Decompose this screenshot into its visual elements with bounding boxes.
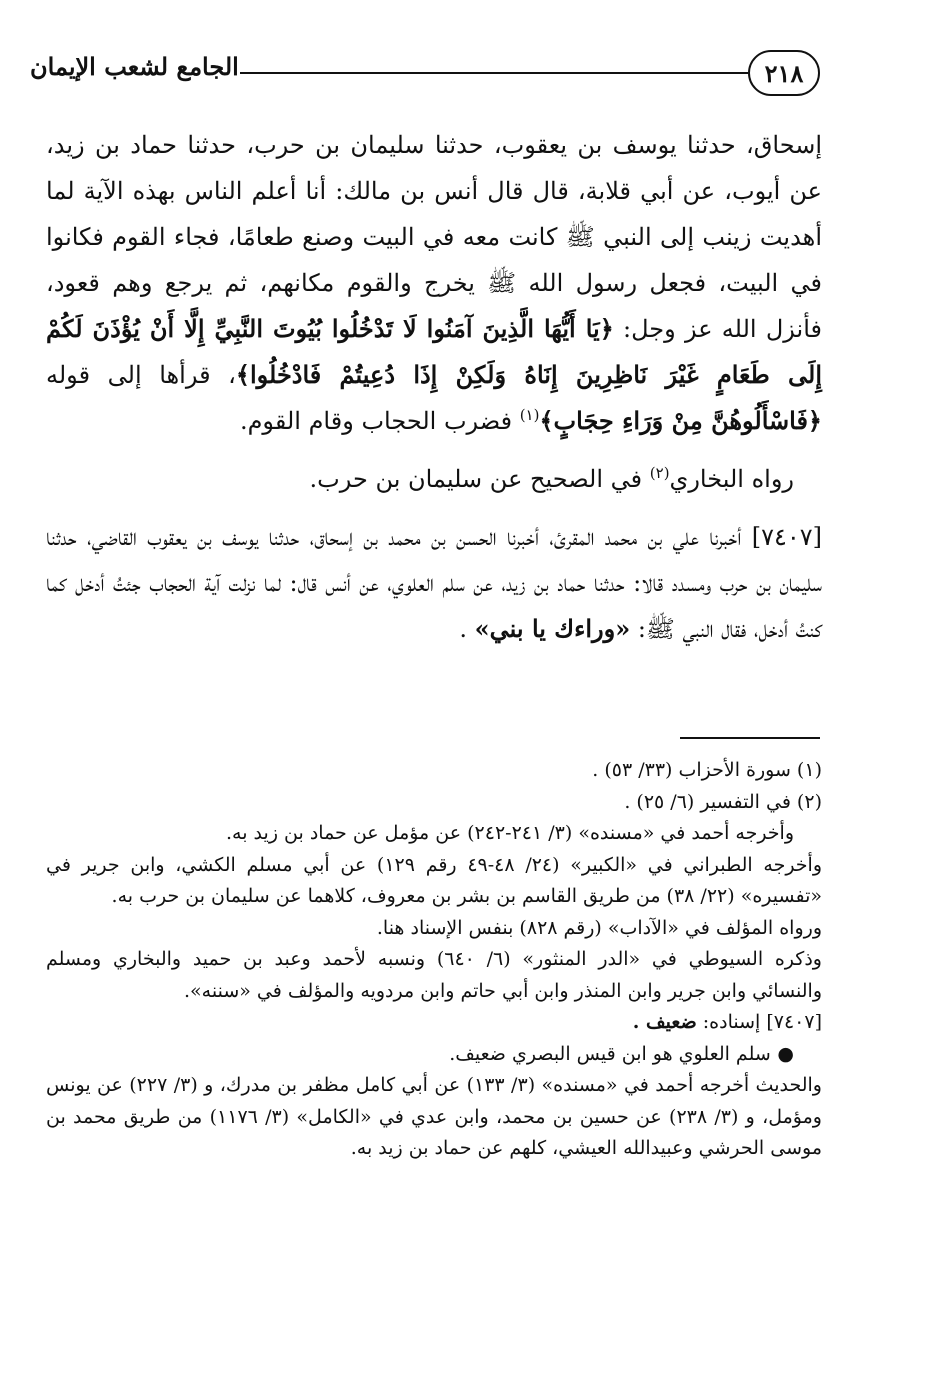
narration-text: إسحاق، حدثنا يوسف بن يعقوب، حدثنا سليمان بن حرب، حدثنا حماد بن زيد، عن أيوب، عن أبي قلابة، قال قال أنس بن مالك: أنا أعلم الناس بهذه الآية لما أهديت زينب إلى النبي ﷺ كانت معه في البيت وصنع طعامًا، فجاء القوم فكانوا في البيت، فجعل رسول الله ﷺ يخرج والقوم مكانهم، ثم يرجع وهم قعود، فأنزل الله عز وجل: <box>46 131 823 343</box>
narration-text-end: فضرب الحجاب وقام القوم. <box>239 407 520 435</box>
footnote-separator <box>680 737 820 739</box>
quran-verse-1: ﴿يَا أَيُّهَا الَّذِينَ آمَنُوا لَا تَدْخُلُوا بُيُوتَ النَّبِيِّ إِلَّا أَنْ يُؤْذَنَ لَكُمْ إِلَى طَعَامٍ غَيْرَ نَاظِرِينَ إِنَاهُ وَلَكِنْ إِذَا دُعِيتُمْ فَادْخُلُوا﴾ <box>46 314 822 389</box>
prophet-quote: «وراءك يا بني» <box>474 614 631 643</box>
running-title: الجامع لشعب الإيمان <box>30 52 239 81</box>
footnote-3 <box>46 1007 822 1039</box>
footnote-ref-2: (٢) <box>649 464 670 482</box>
footnote-2: (٢) في التفسير (٦/ ٢٥) . <box>624 790 822 813</box>
footnote-3-label: [٧٤٠٧] إسناده: <box>696 1011 822 1033</box>
footnote-1: (١) سورة الأحزاب (٣٣/ ٥٣) . <box>592 759 822 781</box>
footnote-3-grade: ضعيف . <box>632 1011 697 1033</box>
footnote-ref-1: (١) <box>519 406 540 424</box>
footnote-3-line-1 <box>46 1039 822 1071</box>
header-rule <box>240 72 748 74</box>
footnote-3-line-1-text: سلم العلوي هو ابن قيس البصري ضعيف. <box>449 1042 771 1065</box>
hadith-text: أخبرنا علي بن محمد المقرئ، أخبرنا الحسن بن محمد بن إسحاق، حدثنا يوسف بن يعقوب القاضي، حدثنا سليمان بن حرب ومسدد قالا: حدثنا حماد بن زيد، عن سلم العلوي، عن أنس قال: لما نزلت آية الحجاب جئتُ أدخل كما كنتُ أدخل، فقال النبي ﷺ: <box>46 523 822 643</box>
paragraph-hadith-narration <box>46 122 822 444</box>
takhrij-text-end: في الصحيح عن سليمان بن حرب. <box>309 465 650 493</box>
quran-verse-2: ﴿فَاسْأَلُوهُنَّ مِنْ وَرَاءِ حِجَابٍ﴾ <box>539 406 822 435</box>
footnote-2-line-2: وأخرجه الطبراني في «الكبير» (٢٤/ ٤٨-٤٩ رقم ١٢٩) عن أبي مسلم الكشي، وابن جرير في «تفسيره» (٢٢/ ٣٨) من طريق القاسم بن بشر بن معروف، كلاهما عن سليمان بن حرب به. <box>46 853 823 907</box>
page-header <box>0 0 943 110</box>
narration-text-middle: ، قرأها إلى قوله <box>46 361 236 389</box>
paragraph-hadith-7407 <box>46 514 822 652</box>
footnote-2-line-4: وذكره السيوطي في «الدر المنثور» (٦/ ٦٤٠) ونسبه لأحمد وعبد بن حميد والبخاري ومسلم والنسائي وابن جرير وابن المنذر وابن أبي حاتم وابن مردويه والمؤلف في «سننه». <box>46 948 822 1002</box>
footnote-2-line-3: ورواه المؤلف في «الآداب» (رقم ٨٢٨) بنفس الإسناد هنا. <box>376 916 822 939</box>
bullet-icon: ● <box>770 1042 794 1065</box>
main-text <box>46 122 822 652</box>
footnotes <box>46 755 822 1165</box>
paragraph-takhrij <box>46 456 822 502</box>
footnote-3-line-2: والحديث أخرجه أحمد في «مسنده» (٣/ ١٣٣) عن أبي كامل مظفر بن مدرك، و (٣/ ٢٢٧) عن يونس ومؤمل، و (٣/ ٢٣٨) عن حسين بن محمد، وابن عدي في «الكامل» (٣/ ١١٧٦) من طريق محمد بن موسى الحرشي وعبيدالله العيشي، كلهم عن حماد بن زيد به. <box>46 1074 822 1159</box>
hadith-number: [٧٤٠٧] <box>751 523 822 551</box>
page-number: ٢١٨ <box>748 50 820 96</box>
footnote-2-line-1: وأخرجه أحمد في «مسنده» (٣/ ٢٤١-٢٤٢) عن مؤمل عن حماد بن زيد به. <box>226 822 794 844</box>
takhrij-text: رواه البخاري <box>669 465 794 493</box>
hadith-text-end: . <box>459 615 475 643</box>
